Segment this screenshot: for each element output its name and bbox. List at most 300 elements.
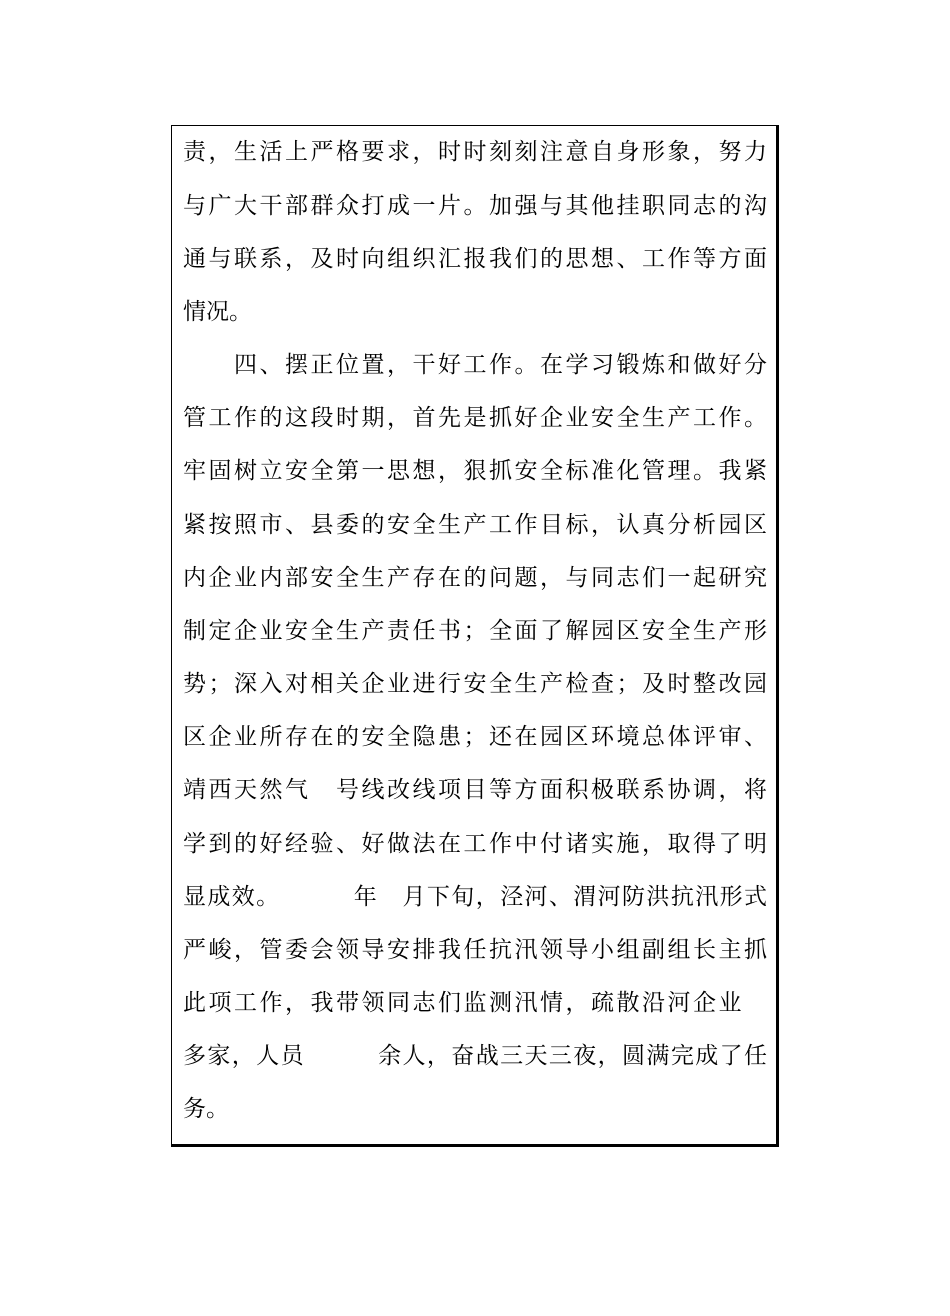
text-char: 好 (718, 352, 742, 378)
text-char: 安 (387, 512, 410, 538)
text-char: 还 (489, 724, 512, 750)
text-char: 准 (591, 458, 614, 484)
text-char: 生 (514, 671, 538, 697)
text-char: 是 (463, 405, 487, 431)
text-char (744, 983, 767, 1023)
text-char: 生 (336, 618, 359, 644)
text-char: 在 (540, 352, 563, 378)
text-char: 全 (336, 565, 359, 591)
text-line (183, 186, 767, 226)
text-char: 对 (285, 671, 308, 697)
text-char: 业 (259, 618, 283, 644)
text-char: 面 (744, 246, 767, 272)
text-char: 时 (463, 139, 487, 165)
text-char: ； (616, 671, 640, 697)
text-char: 中 (514, 831, 538, 857)
text-char: 思 (565, 246, 589, 272)
text-char: 强 (514, 193, 538, 219)
text-char: 汛 (514, 937, 538, 963)
text-char: 标 (565, 512, 589, 538)
text-char: 将 (744, 777, 767, 803)
text-char: 内 (183, 565, 206, 591)
text-char: 管 (259, 937, 283, 963)
text-char: 在 (438, 831, 461, 857)
text-char: 靖 (183, 777, 206, 803)
text-char: 与 (183, 193, 206, 219)
text-char: 全 (387, 724, 410, 750)
text-line (183, 1089, 767, 1129)
text-char: 好 (259, 831, 283, 857)
text-char: 三 (500, 1043, 524, 1069)
text-char: 产 (361, 618, 385, 644)
text-char: ， (285, 990, 308, 1016)
text-char: 制 (183, 618, 206, 644)
text-char: 标 (565, 458, 589, 484)
text-char: 安 (310, 565, 334, 591)
text-char: 组 (667, 937, 691, 963)
text-char: 定 (208, 618, 232, 644)
text-char: 完 (670, 1043, 694, 1069)
text-char: 紧 (744, 458, 767, 484)
text-char: 研 (718, 565, 742, 591)
text-char: 区 (744, 512, 767, 538)
text-char: 象 (667, 139, 691, 165)
text-char (311, 770, 334, 810)
text-char: 工 (463, 352, 487, 378)
text-char: 积 (565, 777, 589, 803)
text-char: 与 (565, 565, 589, 591)
text-char: 好 (438, 352, 461, 378)
text-char: 干 (259, 193, 283, 219)
text-char: 自 (591, 139, 614, 165)
text-char: 。 (693, 458, 716, 484)
text-char: 施 (616, 831, 640, 857)
text-char: 一 (361, 458, 385, 484)
text-char: 相 (310, 671, 334, 697)
text-char: 成 (207, 884, 231, 910)
text-char: 区 (565, 724, 589, 750)
text-char: 沿 (642, 990, 665, 1016)
text-char: 大 (234, 193, 257, 219)
text-char: 园 (540, 724, 563, 750)
text-char: 锻 (616, 352, 640, 378)
text-char: 副 (642, 937, 665, 963)
text-char: 生 (438, 512, 461, 538)
text-char: 西 (208, 777, 232, 803)
text-char: 在 (310, 724, 334, 750)
text-char: 线 (412, 777, 436, 803)
text-char: 目 (463, 777, 487, 803)
text-char: 。 (229, 299, 252, 325)
text-char: 圆 (622, 1043, 646, 1069)
text-char: 验 (310, 831, 334, 857)
text-char: 上 (285, 139, 308, 165)
text-char: 排 (412, 937, 436, 963)
text-char: 格 (336, 139, 359, 165)
text-char: 、 (336, 831, 359, 857)
text-char: 向 (361, 246, 385, 272)
text-char: 诸 (565, 831, 589, 857)
text-char: 究 (744, 565, 767, 591)
text-char: 生 (361, 565, 385, 591)
text-char: ， (540, 565, 563, 591)
text-char: 。 (463, 193, 487, 219)
text-char: ， (285, 246, 308, 272)
text-char: 行 (438, 671, 461, 697)
text-char: 战 (475, 1043, 499, 1069)
text-char (305, 1036, 328, 1076)
text-char: 刻 (514, 139, 538, 165)
text-char: 固 (208, 458, 232, 484)
text-line (183, 930, 767, 970)
text-char: 解 (565, 618, 589, 644)
text-char: 防 (622, 884, 646, 910)
text-char: 同 (591, 565, 614, 591)
text-char: 及 (310, 246, 334, 272)
text-char: 散 (616, 990, 640, 1016)
text-char: 法 (412, 831, 436, 857)
text-char: 。 (514, 352, 538, 378)
text-char: 全 (310, 458, 334, 484)
text-char: 总 (642, 724, 665, 750)
text-char: 紧 (183, 512, 206, 538)
text-char: 汛 (514, 990, 538, 1016)
text-char: 了 (540, 618, 563, 644)
text-char: 存 (285, 724, 308, 750)
text-char: 势 (183, 671, 206, 697)
text-char: 委 (336, 512, 359, 538)
text-char: 取 (667, 831, 691, 857)
text-char: 下 (426, 884, 450, 910)
text-char: 我 (438, 937, 461, 963)
text-char: 系 (259, 246, 283, 272)
text-char: 环 (591, 724, 614, 750)
text-char: ， (208, 139, 232, 165)
text-char: 作 (259, 990, 283, 1016)
text-char: 严 (310, 139, 334, 165)
text-char: 市 (259, 512, 283, 538)
text-char: 安 (642, 618, 665, 644)
text-char: 摆 (285, 352, 308, 378)
text-char: 企 (540, 405, 563, 431)
text-char: 全 (489, 671, 512, 697)
text-char: 县 (310, 512, 334, 538)
text-char: 产 (718, 618, 742, 644)
text-char: 式 (743, 884, 767, 910)
text-char: 安 (463, 671, 487, 697)
text-char: 河 (667, 990, 691, 1016)
text-char: 、 (744, 724, 767, 750)
text-char: 气 (285, 777, 308, 803)
text-char: 片 (438, 193, 461, 219)
text-char: 我 (718, 458, 742, 484)
text-char: 形 (719, 884, 743, 910)
text-char: 业 (234, 724, 257, 750)
text-line (183, 770, 767, 810)
text-char: 全 (412, 512, 436, 538)
text-char: 奋 (451, 1043, 475, 1069)
text-char: 部 (285, 193, 308, 219)
text-char: 他 (591, 193, 614, 219)
text-char: 志 (616, 565, 640, 591)
text-char: 先 (438, 405, 461, 431)
text-char: 多 (183, 1043, 206, 1069)
text-char: 监 (463, 990, 487, 1016)
text-char: 得 (693, 831, 716, 857)
text-char: 河 (597, 884, 621, 910)
text-char: 月 (402, 884, 426, 910)
text-char: 在 (514, 724, 538, 750)
text-char: 作 (489, 352, 512, 378)
text-char: 的 (259, 405, 283, 431)
text-char: 园 (718, 512, 742, 538)
text-char: ， (438, 458, 461, 484)
text-char: 牢 (183, 458, 206, 484)
text-char: 想 (591, 246, 614, 272)
text-char: 产 (667, 405, 691, 431)
text-char: 报 (463, 246, 487, 272)
text-char: 人 (256, 1043, 280, 1069)
text-char: 力 (744, 139, 767, 165)
text-char: 作 (234, 405, 257, 431)
text-char: 余 (378, 1043, 402, 1069)
text-char: 到 (208, 831, 232, 857)
text-line (183, 611, 767, 651)
text-char: 身 (616, 139, 640, 165)
text-char: 安 (285, 618, 308, 644)
text-char: 园 (744, 671, 767, 697)
text-char: 分 (667, 512, 691, 538)
text-char: 沟 (744, 193, 767, 219)
text-char: 形 (744, 618, 767, 644)
text-char: ； (463, 724, 487, 750)
text-char: 组 (616, 937, 640, 963)
text-line (183, 505, 767, 545)
text-char: 认 (616, 512, 640, 538)
text-char: 患 (438, 724, 461, 750)
text-char: 产 (540, 671, 563, 697)
text-char: 企 (234, 618, 257, 644)
text-char: 全 (310, 618, 334, 644)
text-char: 关 (336, 671, 359, 697)
text-char (183, 345, 206, 385)
text-char: 协 (667, 777, 691, 803)
text-char: 等 (693, 246, 716, 272)
text-char: 审 (718, 724, 742, 750)
text-char: 想 (412, 458, 436, 484)
text-char: 峻 (208, 937, 232, 963)
text-char: ； (463, 618, 487, 644)
text-char: 挂 (616, 193, 640, 219)
text-char: 干 (412, 352, 436, 378)
text-char: 群 (310, 193, 334, 219)
text-char: 任 (743, 1043, 767, 1069)
text-char: 然 (259, 777, 283, 803)
text-char: 方 (514, 777, 538, 803)
text-char: 织 (412, 246, 436, 272)
text-char: 安 (387, 937, 410, 963)
text-char: 的 (361, 512, 385, 538)
text-char: 们 (438, 990, 461, 1016)
text-char: 志 (693, 193, 716, 219)
text-char: 全 (616, 405, 640, 431)
text-char: 业 (718, 990, 742, 1016)
text-char (281, 877, 304, 917)
text-char: 的 (718, 193, 742, 219)
text-char: 抓 (489, 405, 512, 431)
text-char: 责 (183, 139, 206, 165)
text-char: 全 (540, 458, 563, 484)
text-char: 严 (183, 937, 206, 963)
text-char: 测 (489, 990, 512, 1016)
text-char: 注 (540, 139, 563, 165)
text-char: 求 (387, 139, 410, 165)
text-char: 生 (693, 618, 716, 644)
text-line (183, 717, 767, 757)
text-char: 做 (387, 831, 410, 857)
text-char: 改 (387, 777, 410, 803)
text-char: 委 (285, 937, 308, 963)
text-char: 广 (208, 193, 232, 219)
text-line (183, 345, 767, 385)
text-char: 置 (361, 352, 385, 378)
text-char: 付 (540, 831, 563, 857)
text-char: 真 (642, 512, 665, 538)
text-char: ， (426, 1043, 450, 1069)
text-char: 等 (489, 777, 512, 803)
text-char: 改 (718, 671, 742, 697)
text-char: 企 (208, 565, 232, 591)
text-char: 生 (234, 139, 257, 165)
text-char: 析 (693, 512, 716, 538)
text-char: 渭 (573, 884, 597, 910)
text-char: 作 (667, 246, 691, 272)
text-char: 学 (565, 352, 589, 378)
text-char: 的 (234, 831, 257, 857)
text-char: 一 (412, 193, 436, 219)
text-char: 管 (183, 405, 206, 431)
text-char: 号 (336, 777, 359, 803)
text-char: 企 (361, 671, 385, 697)
text-char: 成 (695, 1043, 719, 1069)
text-char: 夜 (573, 1043, 597, 1069)
text-char: 领 (540, 937, 563, 963)
text-char: 在 (438, 565, 461, 591)
text-char: 众 (336, 193, 359, 219)
text-char: 同 (667, 193, 691, 219)
text-char: 这 (285, 405, 308, 431)
text-char: 志 (412, 990, 436, 1016)
text-char: 与 (208, 246, 232, 272)
text-char: ， (412, 139, 436, 165)
text-char: 安 (361, 724, 385, 750)
text-char: 泾 (500, 884, 524, 910)
text-char: ， (597, 1043, 621, 1069)
text-char (209, 345, 232, 385)
text-line (183, 292, 767, 332)
text-char: ， (591, 512, 614, 538)
text-char: 四 (234, 352, 257, 378)
text-char: ； (208, 671, 232, 697)
text-char: 首 (412, 405, 436, 431)
text-char (329, 1036, 352, 1076)
text-char: 境 (616, 724, 640, 750)
text-char: 整 (693, 671, 716, 697)
text-char: 时 (667, 671, 691, 697)
text-char: 其 (565, 193, 589, 219)
text-char: 抓 (744, 937, 767, 963)
text-char: 工 (642, 246, 665, 272)
text-char: 满 (646, 1043, 670, 1069)
text-char: 努 (718, 139, 742, 165)
text-char: 要 (361, 139, 385, 165)
text-char: ， (234, 937, 257, 963)
text-char: 了 (718, 831, 742, 857)
text-char: 方 (718, 246, 742, 272)
text-char: 导 (361, 937, 385, 963)
text-char: 园 (591, 618, 614, 644)
text-char: 抗 (670, 884, 694, 910)
text-char: 所 (259, 724, 283, 750)
text-char: 树 (234, 458, 257, 484)
text-char: 生 (642, 405, 665, 431)
text-char: 天 (234, 777, 257, 803)
text-char: ， (231, 1043, 255, 1069)
text-char: 员 (280, 1043, 304, 1069)
text-char: 企 (693, 990, 716, 1016)
text-char: ， (642, 831, 665, 857)
text-char: 体 (667, 724, 691, 750)
text-char: 效 (231, 884, 255, 910)
text-line (183, 877, 767, 917)
text-char: 工 (489, 512, 512, 538)
text-char: 家 (207, 1043, 231, 1069)
text-char: 好 (361, 831, 385, 857)
text-char: 实 (591, 831, 614, 857)
text-char: 的 (336, 724, 359, 750)
text-char: 安 (514, 458, 538, 484)
text-char: 经 (285, 831, 308, 857)
text-char: 评 (693, 724, 716, 750)
text-char: 面 (540, 777, 563, 803)
text-char: 炼 (642, 352, 665, 378)
text-char: 进 (412, 671, 436, 697)
text-char: 长 (693, 937, 716, 963)
text-char: 全 (489, 618, 512, 644)
text-char: 理 (667, 458, 691, 484)
text-char: 立 (259, 458, 283, 484)
text-char: 管 (642, 458, 665, 484)
text-char: 业 (234, 565, 257, 591)
text-char: 意 (565, 139, 589, 165)
text-char: 习 (591, 352, 614, 378)
text-char: 区 (616, 618, 640, 644)
text-char: 做 (693, 352, 716, 378)
text-char: 带 (336, 990, 359, 1016)
text-char: 书 (438, 618, 461, 644)
text-char: 狠 (463, 458, 487, 484)
text-char: 汛 (695, 884, 719, 910)
text-char: 面 (514, 618, 538, 644)
text-char: 存 (412, 565, 436, 591)
text-char: 极 (591, 777, 614, 803)
text-char: 年 (353, 884, 377, 910)
text-line (183, 664, 767, 704)
text-char: 与 (540, 193, 563, 219)
text-char: 位 (336, 352, 359, 378)
text-char: 了 (719, 1043, 743, 1069)
text-char: 们 (514, 246, 538, 272)
